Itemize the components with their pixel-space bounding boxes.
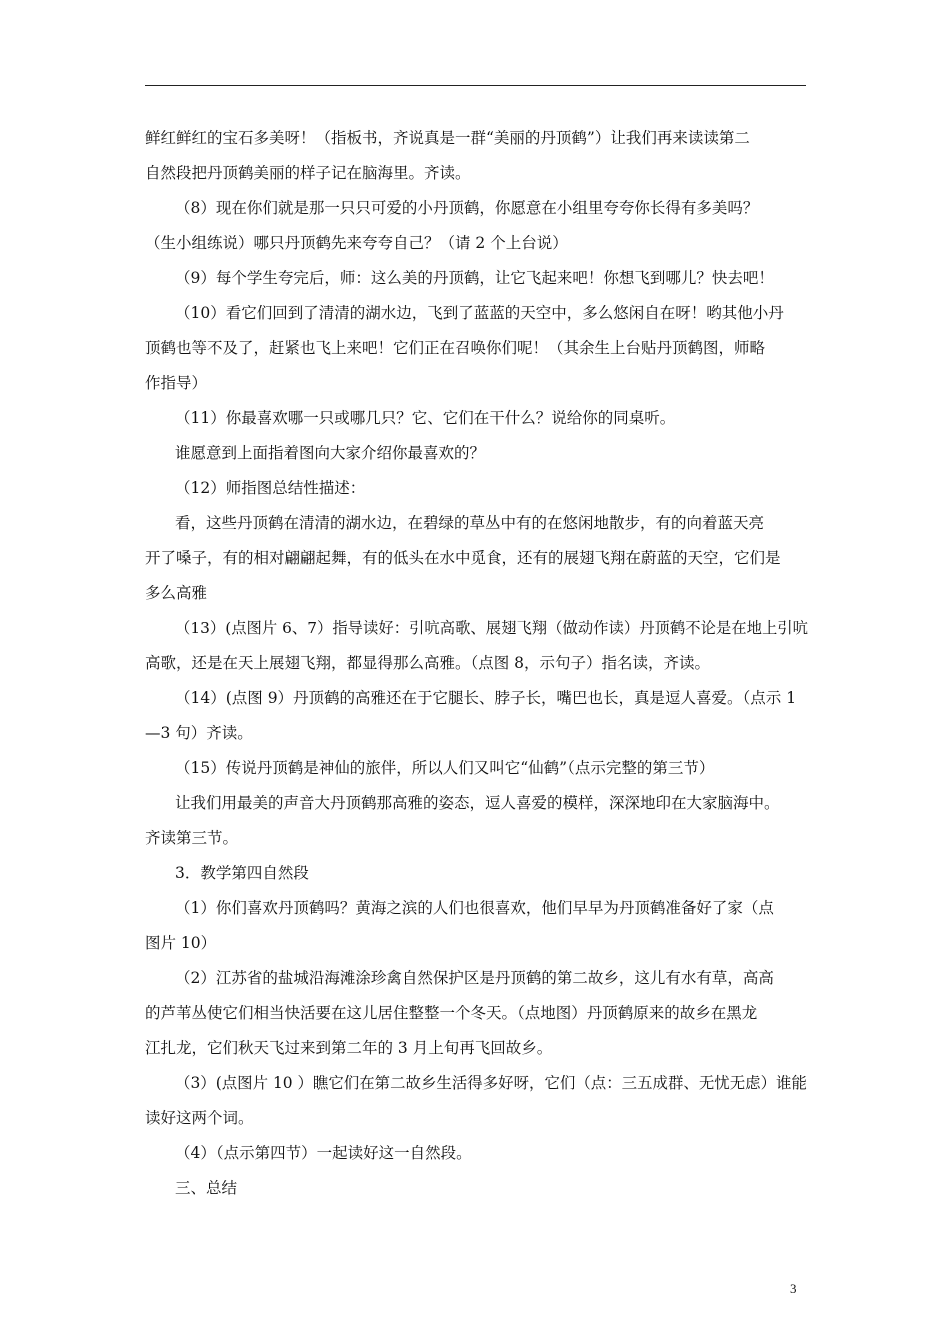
page-number: 3 bbox=[790, 1281, 797, 1296]
text-line: 江扎龙，它们秋天飞过来到第二年的 3 月上旬再飞回故乡。 bbox=[145, 1039, 553, 1057]
text-line: 作指导） bbox=[145, 374, 208, 392]
header-rule bbox=[145, 85, 806, 86]
text-line: 让我们用最美的声音大丹顶鹤那高雅的姿态，逗人喜爱的模样，深深地印在大家脑海中。 bbox=[175, 794, 780, 812]
text-line: 齐读第三节。 bbox=[145, 829, 239, 847]
text-line: 自然段把丹顶鹤美丽的样子记在脑海里。齐读。 bbox=[145, 164, 471, 182]
text-line: （13）(点图片 6、7）指导读好：引吭高歌、展翅飞翔（做动作读）丹顶鹤不论是在地上引吭 bbox=[175, 619, 808, 637]
text-line: （2）江苏省的盐城沿海滩涂珍禽自然保护区是丹顶鹤的第二故乡，这儿有水有草，高高 bbox=[175, 969, 774, 987]
section-heading: 三、总结 bbox=[175, 1179, 238, 1197]
text-line: 鲜红鲜红的宝石多美呀！（指板书，齐说真是一群“美丽的丹顶鹤”）让我们再来读读第二 bbox=[145, 129, 750, 147]
text-line: 开了嗓子，有的相对翩翩起舞，有的低头在水中觅食，还有的展翅飞翔在蔚蓝的天空，它们是 bbox=[145, 549, 781, 567]
text-line: 的芦苇丛使它们相当快活要在这儿居住整整一个冬天。（点地图）丹顶鹤原来的故乡在黑龙 bbox=[145, 1004, 758, 1022]
text-line: （11）你最喜欢哪一只或哪几只？它、它们在干什么？说给你的同桌听。 bbox=[175, 409, 676, 427]
section-heading: 3．教学第四自然段 bbox=[175, 864, 309, 882]
text-line: 谁愿意到上面指着图向大家介绍你最喜欢的？ bbox=[175, 444, 486, 462]
text-line: （1）你们喜欢丹顶鹤吗？黄海之滨的人们也很喜欢，他们早早为丹顶鹤准备好了家（点 bbox=[175, 899, 774, 917]
text-line: 顶鹤也等不及了，赶紧也飞上来吧！它们正在召唤你们呢！（其余生上台贴丹顶鹤图，师略 bbox=[145, 339, 766, 357]
text-line: （3）(点图片 10 ）瞧它们在第二故乡生活得多好呀，它们（点：三五成群、无忧无虑）谁能 bbox=[175, 1074, 807, 1092]
text-line: 图片 10） bbox=[145, 934, 217, 952]
text-line: 多么高雅 bbox=[145, 584, 208, 602]
text-line: （14）(点图 9）丹顶鹤的高雅还在于它腿长、脖子长，嘴巴也长，真是逗人喜爱。（点示 1 bbox=[175, 689, 797, 707]
text-line: （9）每个学生夸完后，师：这么美的丹顶鹤，让它飞起来吧！你想飞到哪儿？快去吧！ bbox=[175, 269, 774, 287]
text-line: （4）（点示第四节）一起读好这一自然段。 bbox=[175, 1144, 472, 1162]
text-line: （生小组练说）哪只丹顶鹤先来夸夸自己？（请 2 个上台说） bbox=[145, 234, 568, 252]
text-line: （8）现在你们就是那一只只可爱的小丹顶鹤，你愿意在小组里夸夸你长得有多美吗？ bbox=[175, 199, 759, 217]
text-line: 高歌，还是在天上展翅飞翔，都显得那么高雅。（点图 8，示句子）指名读，齐读。 bbox=[145, 654, 711, 672]
text-line: 读好这两个词。 bbox=[145, 1109, 254, 1127]
text-line: （15）传说丹顶鹤是神仙的旅伴，所以人们又叫它“仙鹤”（点示完整的第三节） bbox=[175, 759, 715, 777]
text-line: 看，这些丹顶鹤在清清的湖水边，在碧绿的草丛中有的在悠闲地散步，有的向着蓝天亮 bbox=[175, 514, 765, 532]
text-line: —3 句）齐读。 bbox=[145, 724, 253, 742]
text-line: （12）师指图总结性描述： bbox=[175, 479, 366, 497]
text-line: （10）看它们回到了清清的湖水边，飞到了蓝蓝的天空中，多么悠闲自在呀！哟其他小丹 bbox=[175, 304, 784, 322]
